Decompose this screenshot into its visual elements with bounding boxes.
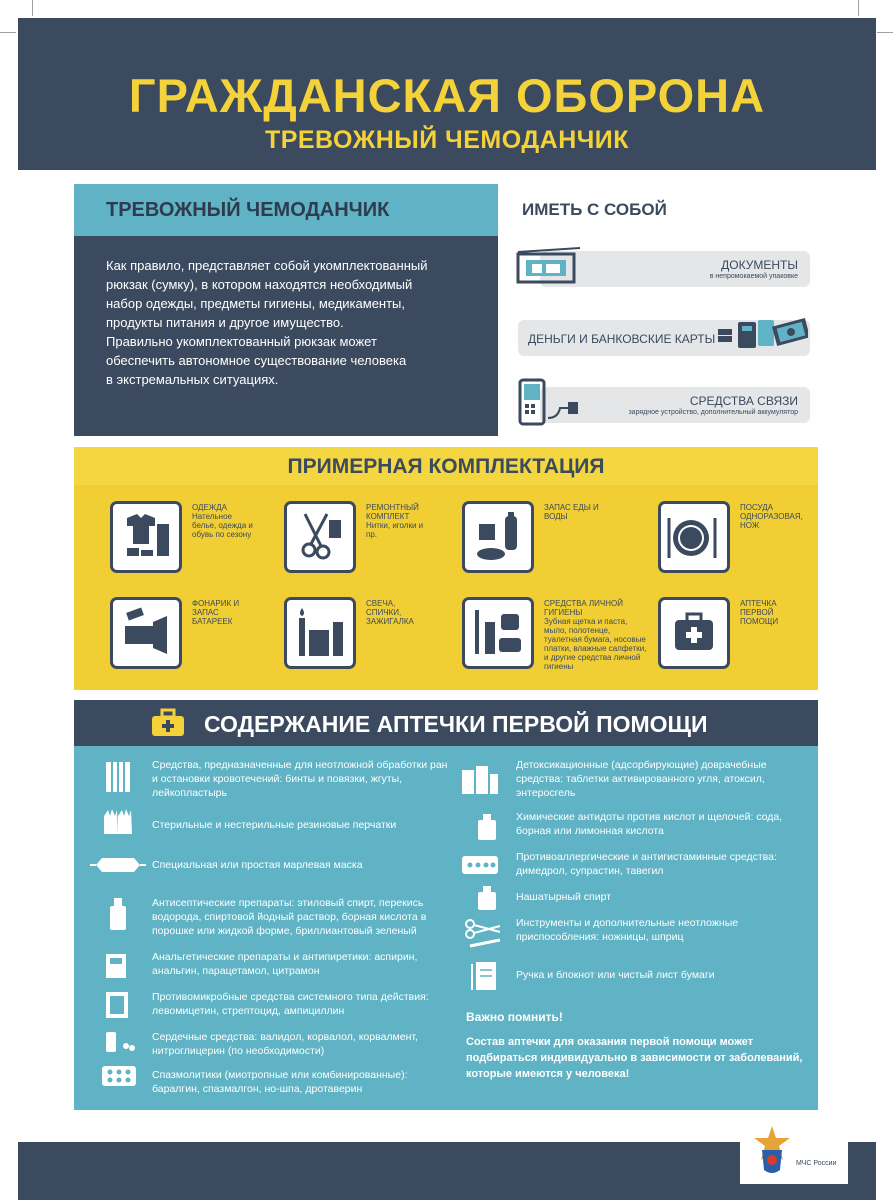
documents-icon [516, 246, 584, 288]
aid-item-notebook: Ручка и блокнот или чистый лист бумаги [516, 969, 715, 981]
antidote-bottle-icon [476, 812, 498, 842]
documents-sub: в непромокаемой упаковке [709, 273, 798, 280]
kit-title: ПРИМЕРНАЯ КОМПЛЕКТАЦИЯ [287, 455, 605, 478]
logo-badge [740, 1118, 848, 1184]
communication-sub: зарядное устройство, дополнительный аккумулятор [628, 409, 798, 416]
aid-item-antiallergy: Противоаллергические и антигистаминные средства: димедрол, супрастин, тавегил [516, 851, 777, 877]
kit-header [74, 447, 818, 485]
repair-kit-icon [284, 501, 356, 573]
kit-item-title: РЕМОНТНЫЙ КОМПЛЕКТ [366, 503, 419, 521]
scissors-syringe-icon [464, 916, 504, 950]
aid-item-antispasmodic: Спазмолитики (миотропные или комбинированные): баралгин, спазмалгон, но-шпа, дротаверин [152, 1069, 408, 1095]
kit-item-desc: Зубная щетка и паста, мыло, полотенце, туалетная бумага, носовые платки, влажные салфетки, и другие средства личной гигиены [544, 617, 647, 671]
suitcase-title-bar [74, 184, 498, 236]
kit-item-title: ПОСУДА ОДНОРАЗОВАЯ, НОЖ [740, 503, 803, 530]
flashlight-icon [110, 597, 182, 669]
antiseptic-bottle-icon [108, 896, 128, 932]
suitcase-description [74, 236, 498, 436]
crop-mark [32, 0, 33, 16]
emercom-emblem-icon [752, 1124, 792, 1178]
kit-section [74, 447, 818, 690]
remember-text: Состав аптечки для оказания первой помощи может подбираться индивидуально в зависимости от заболеваний, которые имеются у человека! [466, 1036, 803, 1080]
aid-item-mask: Специальная или простая марлевая маска [152, 859, 363, 871]
first-aid-header [74, 700, 818, 746]
kit-item-desc: Нитки, иголки и пр. [366, 521, 424, 539]
kit-item-hygiene [544, 599, 648, 671]
aid-item-cardiac: Сердечные средства: валидол, корвалол, корвалмент, нитроглицерин (по необходимости) [152, 1031, 418, 1057]
aid-item-antiseptic: Антисептические препараты: этиловый спирт, перекись водорода, спиртовой йодный раствор, борная кислота в порошке или жидкой форме, бриллиантовый зеленый [152, 897, 427, 937]
first-aid-title: СОДЕРЖАНИЕ АПТЕЧКИ ПЕРВОЙ ПОМОЩИ [204, 711, 708, 737]
blister-pack-icon [100, 1064, 138, 1088]
aid-item-antidote: Химические антидоты против кислот и щелочей: сода, борная или лимонная кислота [516, 811, 783, 837]
heart-pills-icon [102, 1030, 136, 1054]
description-line: Правильно укомплектованный рюкзак может [106, 334, 377, 349]
kit-item-repair [366, 503, 428, 539]
money-label: ДЕНЬГИ И БАНКОВСКИЕ КАРТЫ [528, 332, 716, 346]
kit-item-clothes [192, 503, 254, 539]
aid-item-gloves: Стерильные и нестерильные резиновые перчатки [152, 819, 397, 831]
gloves-icon [100, 806, 136, 836]
kit-item-first-aid [740, 599, 806, 626]
kit-item-dishes [740, 503, 806, 530]
description-line: Как правило, представляет собой укомплектованный [106, 258, 428, 273]
remember-title: Важно помнить! [466, 1010, 563, 1024]
hygiene-icon [462, 597, 534, 669]
food-water-icon [462, 501, 534, 573]
aid-item-detox: Детоксикационные (адсорбирующие) доврачебные средства: таблетки активированного угля, атоксил, энтеросгель [516, 759, 767, 799]
suitcase-title: ТРЕВОЖНЫЙ ЧЕМОДАНЧИК [106, 199, 390, 221]
kit-item-flashlight [192, 599, 254, 626]
phone-charger-icon [518, 378, 582, 426]
bandage-icon [104, 760, 134, 794]
pills-box-icon [104, 952, 128, 980]
kit-item-food [544, 503, 606, 521]
crop-mark [858, 0, 859, 16]
antiallergy-blister-icon [460, 854, 500, 876]
kit-item-desc: Нательное белье, одежда и обувь по сезону [192, 512, 253, 539]
description-line: продукты питания и другое имущество. [106, 315, 344, 330]
kit-item-candle [366, 599, 428, 626]
medicine-box-icon [104, 990, 130, 1020]
header-banner [18, 18, 876, 170]
page-subtitle: ТРЕВОЖНЫЙ ЧЕМОДАНЧИК [264, 126, 630, 154]
crop-mark [0, 32, 16, 33]
dishes-icon [658, 501, 730, 573]
kit-item-title: АПТЕЧКА ПЕРВОЙ ПОМОЩИ [740, 599, 779, 626]
ammonia-bottle-icon [476, 884, 498, 912]
description-line: набор одежды, предметы гигиены, медикаменты, [106, 296, 406, 311]
medical-bag-icon [150, 708, 186, 738]
money-cards-icon [716, 310, 808, 354]
aid-item-wounds: Средства, предназначенные для неотложной обработки ран и остановки кровотечений: бинты и повязки, жгуты, лейкопластырь [152, 759, 448, 799]
documents-label: ДОКУМЕНТЫ [721, 258, 798, 272]
communication-label: СРЕДСТВА СВЯЗИ [689, 394, 798, 408]
logo-text: МЧС России [796, 1160, 837, 1167]
aid-item-ammonia: Нашатырный спирт [516, 891, 611, 903]
notebook-pen-icon [470, 960, 498, 992]
mask-icon [88, 854, 148, 876]
take-with-you-title: ИМЕТЬ С СОБОЙ [522, 200, 667, 219]
kit-item-title: ОДЕЖДА [192, 503, 227, 512]
clothes-icon [110, 501, 182, 573]
candle-icon [284, 597, 356, 669]
description-line: в экстремальных ситуациях. [106, 372, 279, 387]
first-aid-kit-icon [658, 597, 730, 669]
aid-item-antimicrobial: Противомикробные средства системного типа действия: левомицетин, стрептоцид, ампициллин [152, 991, 429, 1017]
kit-item-title: СВЕЧА, СПИЧКИ, ЗАЖИГАЛКА [366, 599, 414, 626]
description-line: рюкзак (сумку), в котором находятся необходимый [106, 277, 413, 292]
first-aid-body [74, 746, 818, 1110]
aid-item-analgesic: Анальгетические препараты и антипиретики: аспирин, анальгин, парацетамол, цитрамон [152, 951, 418, 977]
kit-item-title: ЗАПАС ЕДЫ И ВОДЫ [544, 503, 599, 521]
kit-item-title: СРЕДСТВА ЛИЧНОЙ ГИГИЕНЫ [544, 599, 623, 617]
aid-item-instruments: Инструменты и дополнительные неотложные приспособления: ножницы, шприц [516, 917, 739, 943]
crop-mark [877, 32, 893, 33]
kit-item-title: ФОНАРИК И ЗАПАС БАТАРЕЕК [192, 599, 240, 626]
page-title: ГРАЖДАНСКАЯ ОБОРОНА [128, 69, 766, 122]
detox-tablets-icon [460, 762, 500, 796]
description-line: обеспечить автономное существование человека [106, 353, 407, 368]
